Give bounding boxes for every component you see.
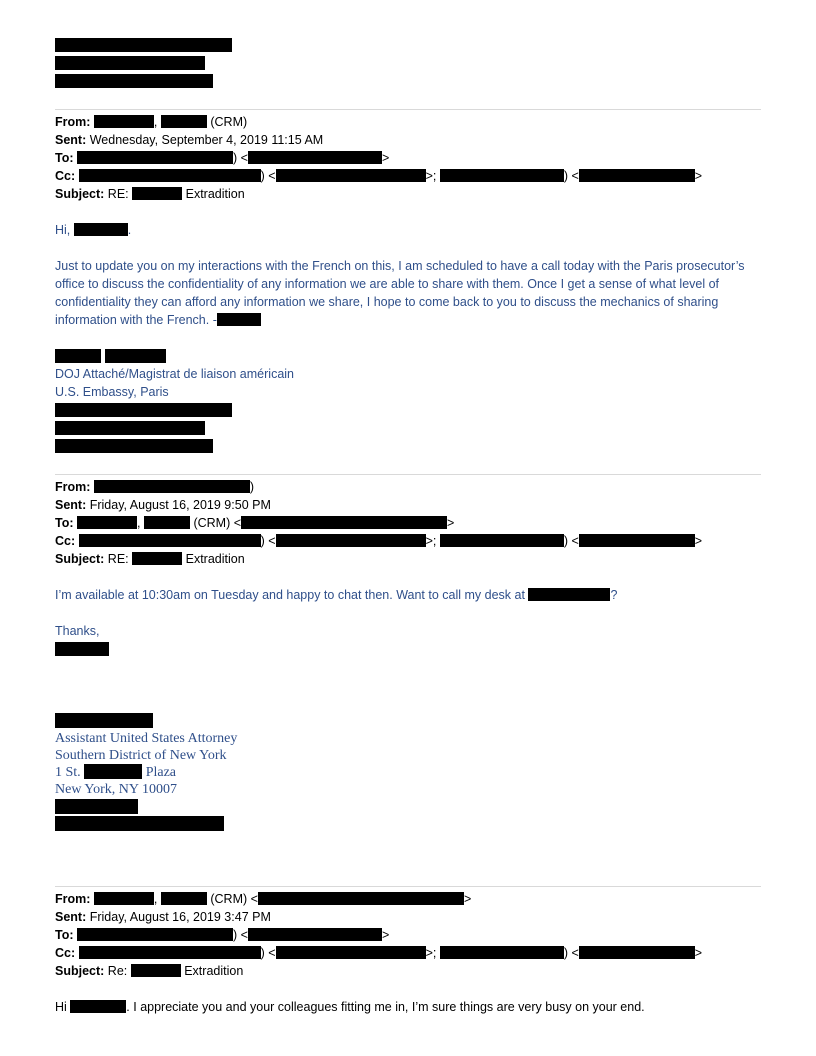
redaction xyxy=(241,516,447,529)
body-start: Hi xyxy=(55,1000,67,1014)
comma: , xyxy=(153,115,158,129)
redaction xyxy=(440,946,564,959)
email1-subject-line xyxy=(55,185,245,203)
redaction-sig1-name-a xyxy=(55,349,101,363)
email2-thanks: Thanks, xyxy=(55,624,100,638)
addr-end: Plaza xyxy=(145,765,177,780)
redaction xyxy=(579,534,695,547)
redaction xyxy=(70,1000,126,1013)
cc-label: Cc: xyxy=(55,534,76,548)
redaction xyxy=(79,169,261,182)
email3-to-line xyxy=(55,926,389,944)
redaction xyxy=(579,946,695,959)
redaction xyxy=(440,169,564,182)
punct: ) < xyxy=(233,928,248,942)
redaction xyxy=(132,187,182,200)
redaction-sig1-3 xyxy=(55,439,213,453)
email1-sig-title: DOJ Attaché/Magistrat de liaison américain xyxy=(55,367,294,381)
to-label: To: xyxy=(55,928,74,942)
email1-sent-line xyxy=(55,131,323,149)
email2-sig-address xyxy=(55,764,176,781)
redaction xyxy=(74,223,128,236)
email3-subject-line xyxy=(55,962,243,980)
punct: ) < xyxy=(260,169,276,183)
crm-tag: (CRM) < xyxy=(210,892,258,906)
punct: ) < xyxy=(563,169,579,183)
email2-body xyxy=(55,586,617,604)
redaction xyxy=(79,534,261,547)
email1-sig-office: U.S. Embassy, Paris xyxy=(55,385,169,399)
punct: > xyxy=(694,534,703,548)
crm-tag: (CRM) xyxy=(210,115,248,129)
redaction-top-3 xyxy=(55,74,213,88)
comma: , xyxy=(137,516,141,530)
punct: > xyxy=(463,892,472,906)
sent-label: Sent: xyxy=(55,910,87,924)
subject-suffix: Extradition xyxy=(185,187,245,201)
redaction xyxy=(94,892,154,905)
redaction xyxy=(79,946,261,959)
redaction xyxy=(248,928,382,941)
email2-sig-district: Southern District of New York xyxy=(55,748,227,763)
from-label: From: xyxy=(55,480,91,494)
crm-tag: (CRM) < xyxy=(193,516,242,530)
redaction xyxy=(528,588,610,601)
redaction xyxy=(248,151,382,164)
email2-body-text: I’m available at 10:30am on Tuesday and happy to chat then. Want to call my desk at xyxy=(55,588,525,602)
cc-label: Cc: xyxy=(55,169,76,183)
redaction xyxy=(276,946,426,959)
redaction xyxy=(84,764,142,779)
email1-greeting xyxy=(55,221,131,239)
redaction-sig2-name xyxy=(55,713,153,728)
redaction-sig1-name-b xyxy=(105,349,166,363)
email1-to-line xyxy=(55,149,389,167)
greeting-text: Hi, xyxy=(55,223,71,237)
redaction xyxy=(144,516,190,529)
redaction xyxy=(161,892,207,905)
punct: > xyxy=(381,928,390,942)
from-label: From: xyxy=(55,892,91,906)
email3-from-line xyxy=(55,890,471,908)
sent-label: Sent: xyxy=(55,498,87,512)
email3-cc-line xyxy=(55,944,702,962)
subject-label: Subject: xyxy=(55,964,105,978)
punct: ) < xyxy=(563,946,579,960)
redaction xyxy=(131,964,181,977)
addr-start: 1 St. xyxy=(55,765,81,780)
subject-prefix: RE: xyxy=(107,187,129,201)
separator-2 xyxy=(55,474,761,475)
period: . xyxy=(127,223,132,237)
subject-prefix: Re: xyxy=(107,964,128,978)
redaction xyxy=(579,169,695,182)
separator-1 xyxy=(55,109,761,110)
subject-label: Subject: xyxy=(55,552,105,566)
redaction xyxy=(276,169,426,182)
email1-cc-line xyxy=(55,167,702,185)
email1-body-text: Just to update you on my interactions with the French on this, I am scheduled to have a call today with the Paris prosecutor’s office to discuss the confidentiality of any information we are able to share with them. Once I get a sense of what level of confidentiality they can afford any information we share, I hope to come back to you to discuss the mechanics of sharing information with the French. xyxy=(55,259,745,327)
email2-from-line xyxy=(55,478,254,496)
redaction xyxy=(77,151,233,164)
redaction-sig1-2 xyxy=(55,421,205,435)
dash: - xyxy=(212,313,217,327)
punct: > xyxy=(447,516,455,530)
punct: > xyxy=(694,946,703,960)
redaction-email2-signoff xyxy=(55,642,109,656)
redaction-top-2 xyxy=(55,56,205,70)
email3-body-text: . I appreciate you and your colleagues fitting me in, I’m sure things are very busy on your end. xyxy=(126,1000,645,1014)
redaction xyxy=(258,892,464,905)
punct: > xyxy=(381,151,390,165)
redaction xyxy=(132,552,182,565)
punct: ) xyxy=(249,480,255,494)
email3-body xyxy=(55,998,645,1016)
redaction-sig2-2 xyxy=(55,816,224,831)
punct: >; xyxy=(425,946,437,960)
email2-to-line xyxy=(55,514,454,532)
redaction-sig2-1 xyxy=(55,799,138,814)
subject-suffix: Extradition xyxy=(184,964,244,978)
comma: , xyxy=(153,892,158,906)
sent-label: Sent: xyxy=(55,133,87,147)
punct: ) < xyxy=(233,151,248,165)
redaction xyxy=(161,115,207,128)
sent-date: Wednesday, September 4, 2019 11:15 AM xyxy=(89,133,324,147)
redaction xyxy=(94,480,250,493)
punct: > xyxy=(694,169,703,183)
to-label: To: xyxy=(55,516,74,530)
email2-subject-line xyxy=(55,550,245,568)
question-mark: ? xyxy=(610,588,618,602)
to-label: To: xyxy=(55,151,74,165)
email2-sig-title: Assistant United States Attorney xyxy=(55,731,238,746)
sent-date: Friday, August 16, 2019 3:47 PM xyxy=(89,910,271,924)
sent-date: Friday, August 16, 2019 9:50 PM xyxy=(89,498,271,512)
redaction xyxy=(77,928,233,941)
email2-sent-line xyxy=(55,496,271,514)
redaction xyxy=(276,534,426,547)
separator-3 xyxy=(55,886,761,887)
subject-label: Subject: xyxy=(55,187,105,201)
redaction-sig1-1 xyxy=(55,403,232,417)
subject-prefix: RE: xyxy=(107,552,129,566)
redaction xyxy=(77,516,137,529)
cc-label: Cc: xyxy=(55,946,76,960)
punct: ) < xyxy=(260,534,276,548)
email1-body xyxy=(55,257,763,329)
email3-sent-line xyxy=(55,908,271,926)
punct: ) < xyxy=(260,946,276,960)
redaction-top-1 xyxy=(55,38,232,52)
redaction xyxy=(440,534,564,547)
punct: >; xyxy=(425,169,437,183)
email2-sig-city: New York, NY 10007 xyxy=(55,782,177,797)
from-label: From: xyxy=(55,115,91,129)
subject-suffix: Extradition xyxy=(185,552,245,566)
punct: >; xyxy=(425,534,437,548)
redaction xyxy=(217,313,261,326)
redaction xyxy=(94,115,154,128)
punct: ) < xyxy=(563,534,579,548)
email1-from-line xyxy=(55,113,247,131)
email2-cc-line xyxy=(55,532,702,550)
